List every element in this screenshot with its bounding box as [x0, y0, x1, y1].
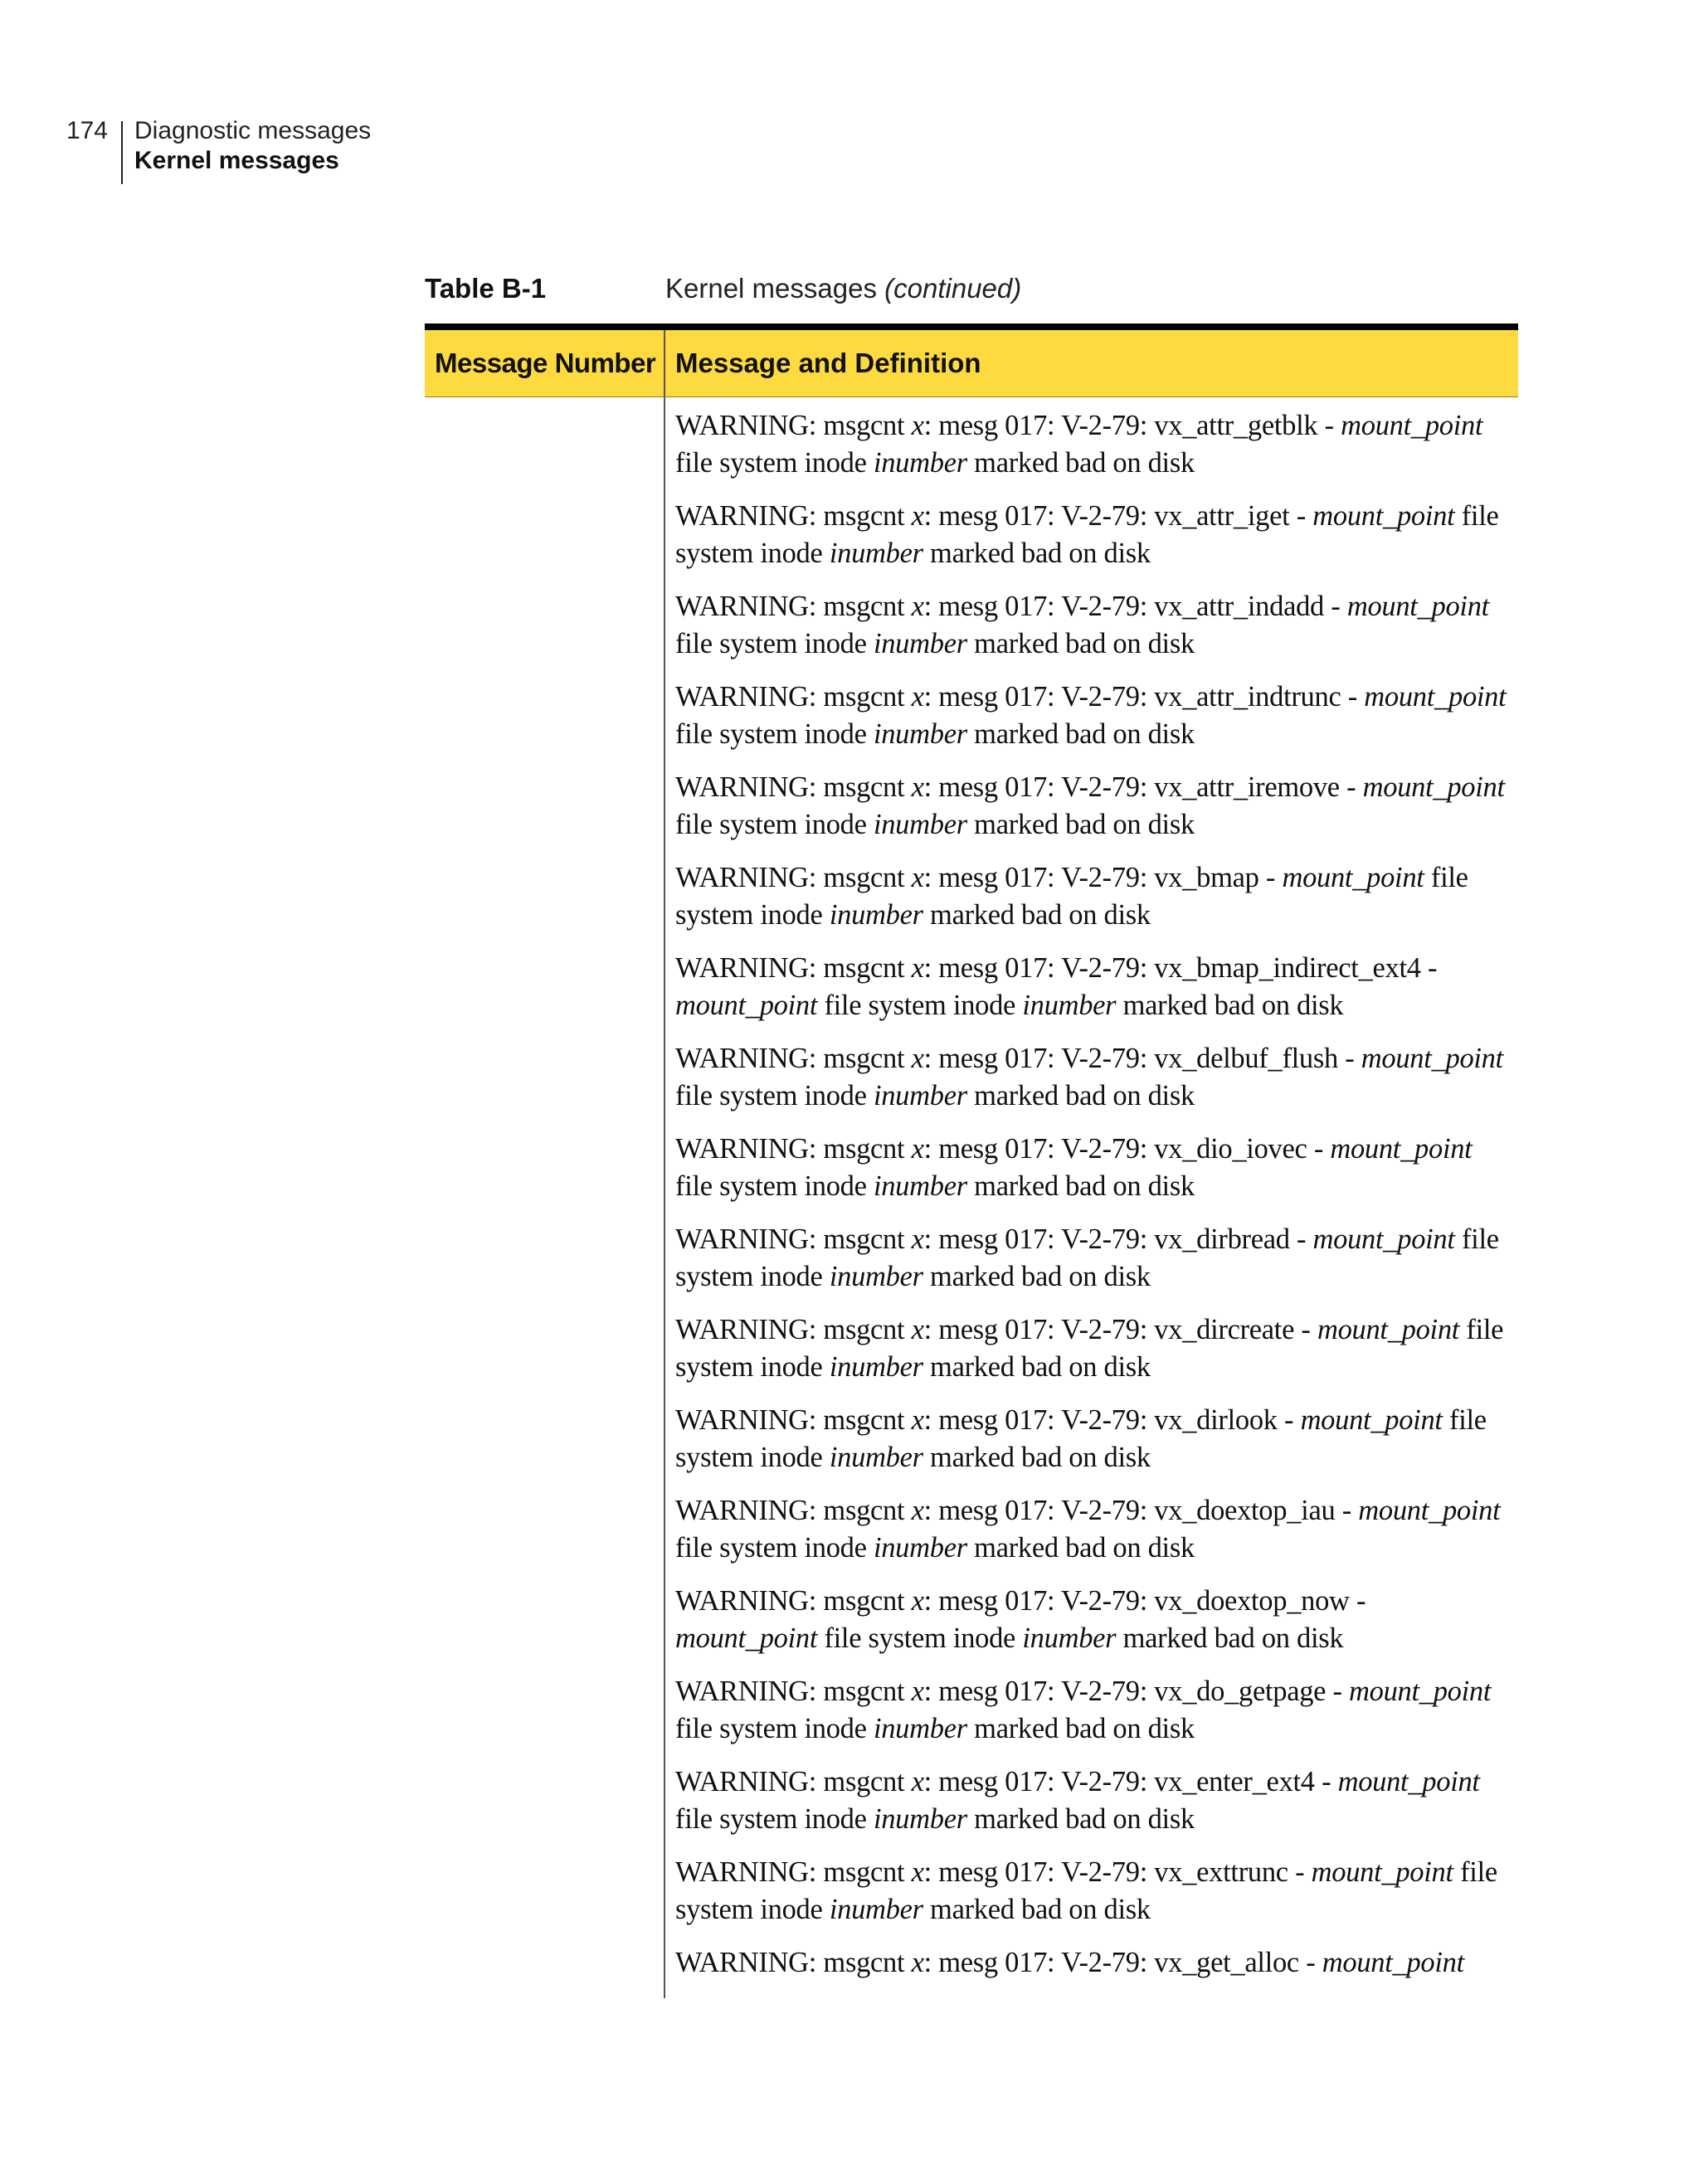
message-prefix: WARNING: msgcnt [675, 771, 905, 803]
message-text: : mesg 017: V-2-79: vx_attr_iget - [923, 500, 1313, 532]
message-entry [675, 1221, 1512, 1296]
message-text: : mesg 017: V-2-79: vx_doextop_now - [923, 1585, 1366, 1617]
table-label: Table B-1 [425, 273, 547, 304]
message-variable: inumber [873, 1803, 967, 1835]
message-text: file system inode [675, 447, 874, 479]
message-entry [675, 1944, 1512, 1982]
header-divider [121, 121, 123, 184]
message-entry [675, 950, 1512, 1024]
message-entry [675, 1131, 1512, 1205]
message-text: : mesg 017: V-2-79: vx_attr_indtrunc - [923, 681, 1365, 713]
message-variable: mount_point [1337, 1766, 1480, 1797]
message-text: : mesg 017: V-2-79: vx_attr_iremove - [923, 771, 1363, 803]
message-variable: x [911, 591, 924, 622]
message-entry [675, 1763, 1512, 1838]
message-text: : mesg 017: V-2-79: vx_dirlook - [923, 1404, 1301, 1436]
message-text: file system inode [675, 1404, 1487, 1473]
message-prefix: WARNING: msgcnt [675, 1223, 905, 1255]
message-variable: mount_point [1358, 1495, 1501, 1526]
message-text: file system inode [817, 1622, 1023, 1654]
message-entry [675, 1854, 1512, 1929]
message-variable: inumber [873, 628, 967, 659]
message-suffix: marked bad on disk [923, 1894, 1151, 1925]
message-variable: inumber [829, 1894, 923, 1925]
column-header-message-number: Message Number [425, 330, 665, 396]
message-suffix: marked bad on disk [966, 628, 1195, 659]
table-continued-note: (continued) [884, 273, 1022, 304]
message-prefix: WARNING: msgcnt [675, 952, 905, 984]
message-text: : mesg 017: V-2-79: vx_delbuf_flush - [923, 1043, 1361, 1074]
message-suffix: marked bad on disk [1116, 990, 1344, 1021]
message-text: : mesg 017: V-2-79: vx_exttrunc - [923, 1856, 1312, 1888]
table-title-text: Kernel messages [665, 273, 877, 304]
message-suffix: marked bad on disk [923, 1442, 1151, 1473]
message-text: : mesg 017: V-2-79: vx_bmap_indirect_ext4 - [923, 952, 1438, 984]
message-variable: mount_point [1312, 1223, 1455, 1255]
message-text: : mesg 017: V-2-79: vx_dircreate - [923, 1314, 1317, 1345]
message-variable: mount_point [1362, 771, 1505, 803]
message-entry [675, 679, 1512, 753]
message-variable: mount_point [1300, 1404, 1443, 1436]
message-prefix: WARNING: msgcnt [675, 1314, 905, 1345]
message-suffix: marked bad on disk [966, 809, 1195, 840]
message-suffix: marked bad on disk [923, 537, 1151, 569]
message-variable: inumber [829, 1261, 923, 1292]
message-variable: mount_point [1330, 1133, 1473, 1165]
message-variable: x [911, 1223, 924, 1255]
message-text: : mesg 017: V-2-79: vx_enter_ext4 - [923, 1766, 1338, 1797]
message-suffix: marked bad on disk [966, 1713, 1195, 1744]
table-row [425, 397, 1518, 1998]
kernel-messages-table [425, 323, 1518, 1998]
message-text: file system inode [675, 1080, 874, 1111]
message-text: file system inode [675, 628, 874, 659]
message-text: file system inode [675, 1314, 1504, 1383]
message-prefix: WARNING: msgcnt [675, 591, 905, 622]
message-variable: mount_point [1361, 1043, 1503, 1074]
message-variable: x [911, 1043, 924, 1074]
message-prefix: WARNING: msgcnt [675, 1495, 905, 1526]
message-entry [675, 769, 1512, 844]
message-variable: inumber [873, 447, 967, 479]
message-variable: mount_point [1346, 591, 1489, 622]
header-text [134, 116, 371, 176]
message-variable: inumber [829, 899, 923, 931]
message-text: file system inode [675, 1532, 874, 1564]
message-variable: inumber [873, 1713, 967, 1744]
message-text: file system inode [817, 990, 1023, 1021]
message-prefix: WARNING: msgcnt [675, 1766, 905, 1797]
message-variable: inumber [873, 1532, 967, 1564]
message-suffix: marked bad on disk [966, 718, 1195, 750]
message-variable: inumber [873, 1170, 967, 1202]
message-text: : mesg 017: V-2-79: vx_dio_iovec - [923, 1133, 1331, 1165]
message-entry [675, 1311, 1512, 1386]
message-variable: inumber [829, 1442, 923, 1473]
message-entry [675, 1673, 1512, 1748]
message-variable: inumber [829, 537, 923, 569]
message-text: file system inode [675, 1803, 874, 1835]
message-text: file system inode [675, 718, 874, 750]
message-prefix: WARNING: msgcnt [675, 1404, 905, 1436]
message-entry [675, 859, 1512, 934]
message-text: : mesg 017: V-2-79: vx_attr_getblk - [923, 410, 1341, 441]
table-top-rule [425, 323, 1518, 330]
message-text: : mesg 017: V-2-79: vx_get_alloc - [923, 1947, 1322, 1978]
message-entry [675, 588, 1512, 663]
page-number: 174 [66, 117, 108, 144]
message-text: file system inode [675, 1856, 1497, 1925]
message-variable: x [911, 1947, 924, 1978]
message-variable: x [911, 1676, 924, 1707]
message-prefix: WARNING: msgcnt [675, 1585, 905, 1617]
message-variable: x [911, 862, 924, 893]
message-text: : mesg 017: V-2-79: vx_attr_indadd - [923, 591, 1347, 622]
message-suffix: marked bad on disk [966, 1803, 1195, 1835]
message-entry [675, 1402, 1512, 1476]
message-variable: inumber [1022, 990, 1117, 1021]
message-variable: mount_point [1322, 1947, 1464, 1978]
message-text: file system inode [675, 1713, 874, 1744]
message-variable: x [911, 500, 924, 532]
message-suffix: marked bad on disk [966, 1080, 1195, 1111]
message-variable: inumber [873, 1080, 967, 1111]
message-variable: inumber [1022, 1622, 1117, 1654]
message-entry [675, 1583, 1512, 1657]
message-text: : mesg 017: V-2-79: vx_bmap - [923, 862, 1283, 893]
message-variable: x [911, 1585, 924, 1617]
message-variable: mount_point [1364, 681, 1507, 713]
message-variable: x [911, 1766, 924, 1797]
message-prefix: WARNING: msgcnt [675, 410, 905, 441]
column-header-message-definition: Message and Definition [675, 348, 981, 378]
message-prefix: WARNING: msgcnt [675, 681, 905, 713]
message-entry [675, 1492, 1512, 1567]
message-variable: mount_point [1311, 1856, 1453, 1888]
message-text: file system inode [675, 862, 1468, 931]
message-text: file system inode [675, 1170, 874, 1202]
message-variable: mount_point [1312, 500, 1455, 532]
message-text: file system inode [675, 809, 874, 840]
message-variable: x [911, 771, 924, 803]
message-prefix: WARNING: msgcnt [675, 1856, 905, 1888]
message-variable: mount_point [1317, 1314, 1460, 1345]
message-suffix: marked bad on disk [1116, 1622, 1344, 1654]
message-prefix: WARNING: msgcnt [675, 1133, 905, 1165]
message-variable: mount_point [1341, 410, 1483, 441]
message-entry [675, 1040, 1512, 1115]
message-suffix: marked bad on disk [966, 1170, 1195, 1202]
message-entry [675, 407, 1512, 482]
table-header-row [425, 330, 1518, 397]
message-variable: x [911, 410, 924, 441]
message-prefix: WARNING: msgcnt [675, 1676, 905, 1707]
message-number-cell [425, 397, 665, 1998]
message-text: : mesg 017: V-2-79: vx_doextop_iau - [923, 1495, 1359, 1526]
message-definition-cell [665, 397, 1518, 1998]
message-prefix: WARNING: msgcnt [675, 500, 905, 532]
message-suffix: marked bad on disk [923, 899, 1151, 931]
message-prefix: WARNING: msgcnt [675, 862, 905, 893]
message-text: : mesg 017: V-2-79: vx_do_getpage - [923, 1676, 1350, 1707]
message-variable: x [911, 952, 924, 984]
message-prefix: WARNING: msgcnt [675, 1947, 905, 1978]
section-title: Kernel messages [134, 147, 339, 174]
message-variable: mount_point [1349, 1676, 1492, 1707]
message-text: : mesg 017: V-2-79: vx_dirbread - [923, 1223, 1313, 1255]
message-variable: x [911, 1404, 924, 1436]
message-suffix: marked bad on disk [966, 447, 1195, 479]
message-text: file system inode [675, 500, 1499, 569]
chapter-title: Diagnostic messages [134, 117, 372, 144]
message-suffix: marked bad on disk [966, 1532, 1195, 1564]
message-prefix: WARNING: msgcnt [675, 1043, 905, 1074]
message-variable: inumber [829, 1351, 923, 1383]
message-variable: inumber [873, 718, 967, 750]
message-variable: x [911, 1495, 924, 1526]
message-variable: x [911, 681, 924, 713]
message-variable: mount_point [1282, 862, 1424, 893]
message-variable: mount_point [675, 1622, 818, 1654]
message-suffix: marked bad on disk [923, 1261, 1151, 1292]
message-variable: mount_point [675, 990, 818, 1021]
message-variable: x [911, 1856, 924, 1888]
message-suffix: marked bad on disk [923, 1351, 1151, 1383]
message-variable: x [911, 1133, 924, 1165]
message-text: file system inode [675, 1223, 1499, 1292]
message-variable: x [911, 1314, 924, 1345]
message-variable: inumber [873, 809, 967, 840]
table-title [665, 270, 1021, 307]
message-entry [675, 498, 1512, 572]
